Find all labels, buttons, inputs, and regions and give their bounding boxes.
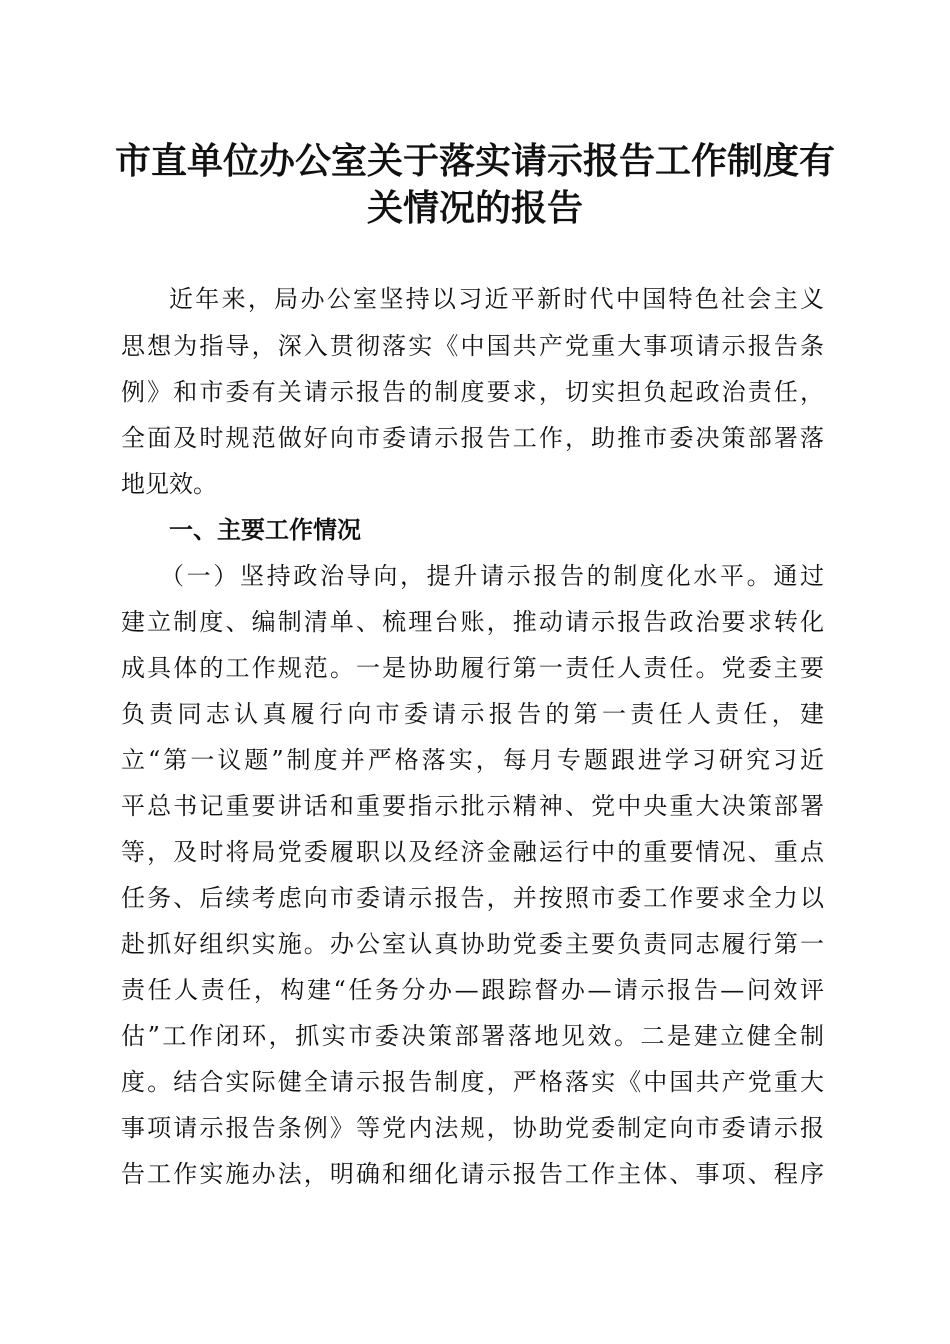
subsection-first-line (160, 558, 824, 594)
body-line: 估”工作闭环，抓实市委决策部署落地见效。二是建立健全制 (121, 1022, 824, 1050)
subsection-first-line-rest: 通过 (773, 562, 825, 590)
body-line: 事项请示报告条例》等党内法规，协助党委制定向市委请示报 (121, 1114, 824, 1142)
body-line: 立“第一议题”制度并严格落实，每月专题跟进学习研究习近 (121, 746, 824, 774)
body-line: 平总书记重要讲话和重要指示批示精神、党中央重大决策部署 (121, 792, 824, 820)
body-line: 度。结合实际健全请示报告制度，严格落实《中国共产党重大 (121, 1068, 824, 1096)
intro-line: 近年来，局办公室坚持以习近平新时代中国特色社会主义 (169, 285, 824, 313)
body-line: 成具体的工作规范。一是协助履行第一责任人责任。党委主要 (121, 654, 824, 682)
body-line: 任务、后续考虑向市委请示报告，并按照市委工作要求全力以 (121, 884, 824, 912)
subsection-heading: （一）坚持政治导向，提升请示报告的制度化水平。 (160, 562, 774, 590)
document-title-line-2: 关情况的报告 (366, 187, 583, 229)
intro-line: 地见效。 (121, 470, 217, 498)
intro-line: 思想为指导，深入贯彻落实《中国共产党重大事项请示报告条 (121, 332, 824, 360)
body-line: 负责同志认真履行向市委请示报告的第一责任人责任，建 (121, 700, 824, 728)
body-line: 建立制度、编制清单、梳理台账，推动请示报告政治要求转化 (121, 608, 824, 636)
body-line: 责任人责任，构建“任务分办—跟踪督办—请示报告—问效评 (121, 976, 824, 1004)
intro-line: 全面及时规范做好向市委请示报告工作，助推市委决策部署落 (121, 424, 824, 452)
body-line: 赴抓好组织实施。办公室认真协助党委主要负责同志履行第一 (121, 930, 824, 958)
intro-line: 例》和市委有关请示报告的制度要求，切实担负起政治责任， (121, 378, 824, 406)
body-line: 等，及时将局党委履职以及经济金融运行中的重要情况、重点 (121, 838, 824, 866)
section-heading: 一、主要工作情况 (169, 516, 361, 544)
body-line: 告工作实施办法，明确和细化请示报告工作主体、事项、程序 (121, 1160, 824, 1188)
document-title-line-1: 市直单位办公室关于落实请示报告工作制度有 (114, 140, 835, 182)
